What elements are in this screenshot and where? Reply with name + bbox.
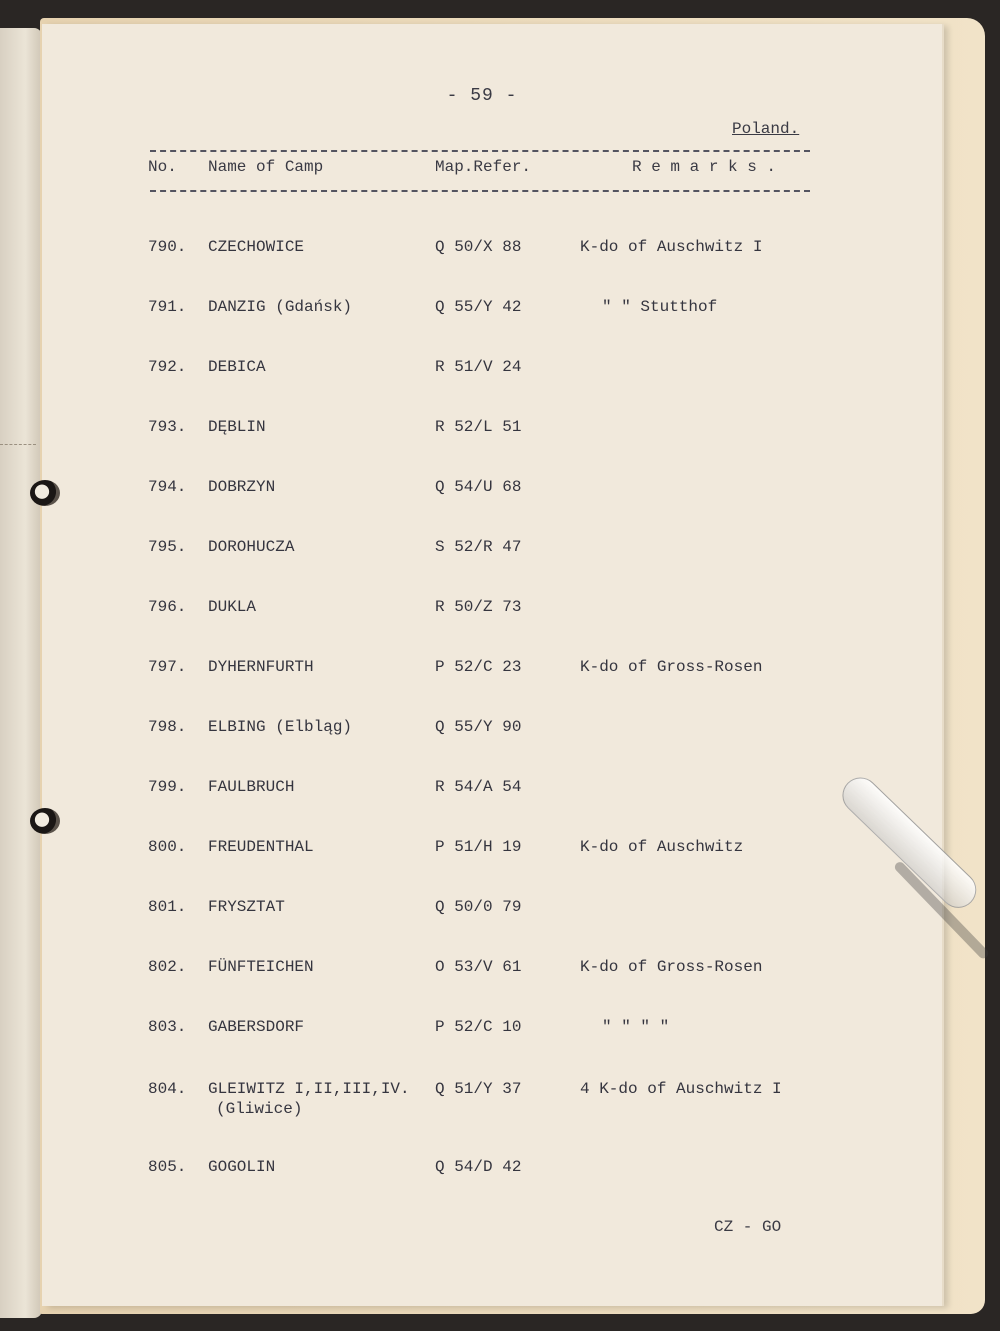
map-reference: Q 50/X 88 <box>435 238 522 256</box>
camp-name: DUKLA <box>208 598 257 616</box>
camp-name: FREUDENTHAL <box>208 838 314 856</box>
camp-name: DĘBLIN <box>208 418 266 436</box>
map-reference: Q 55/Y 42 <box>435 298 522 316</box>
table-row <box>42 838 942 878</box>
country-label: Poland. <box>732 120 800 138</box>
header-rule-top <box>150 150 810 152</box>
row-number: 792. <box>148 358 187 376</box>
map-reference: P 52/C 10 <box>435 1018 522 1036</box>
map-reference: Q 54/U 68 <box>435 478 522 496</box>
camp-name: DANZIG (Gdańsk) <box>208 298 353 316</box>
remarks: K-do of Gross-Rosen <box>580 658 763 676</box>
margin-mark <box>0 444 36 446</box>
row-number: 797. <box>148 658 187 676</box>
camp-name: DYHERNFURTH <box>208 658 314 676</box>
table-row <box>42 238 942 278</box>
row-number: 791. <box>148 298 187 316</box>
header-rule-bottom <box>150 190 810 192</box>
table-row <box>42 658 942 698</box>
camp-name: DOROHUCZA <box>208 538 295 556</box>
camp-name: FRYSZTAT <box>208 898 285 916</box>
document-page <box>42 24 942 1306</box>
footer-range: CZ - GO <box>714 1218 782 1236</box>
row-number: 795. <box>148 538 187 556</box>
page-number: - 59 - <box>446 86 518 106</box>
binder-ring-icon <box>30 808 60 834</box>
header-name: Name of Camp <box>208 158 324 176</box>
header-no: No. <box>148 158 177 176</box>
row-number: 802. <box>148 958 187 976</box>
table-row <box>42 718 942 758</box>
row-number: 793. <box>148 418 187 436</box>
adjacent-page <box>0 28 42 1318</box>
row-number: 794. <box>148 478 187 496</box>
map-reference: R 51/V 24 <box>435 358 522 376</box>
camp-name: DOBRZYN <box>208 478 276 496</box>
table-row <box>42 298 942 338</box>
camp-name: GLEIWITZ I,II,III,IV. <box>208 1080 410 1098</box>
table-row <box>42 358 942 398</box>
map-reference: R 54/A 54 <box>435 778 522 796</box>
camp-name: FAULBRUCH <box>208 778 295 796</box>
table-row <box>42 778 942 818</box>
row-number: 803. <box>148 1018 187 1036</box>
table-row <box>42 1158 942 1198</box>
row-number: 799. <box>148 778 187 796</box>
table-row <box>42 598 942 638</box>
camp-name: GABERSDORF <box>208 1018 305 1036</box>
row-number: 790. <box>148 238 187 256</box>
row-number: 798. <box>148 718 187 736</box>
table-row <box>42 538 942 578</box>
camp-name: GOGOLIN <box>208 1158 276 1176</box>
row-number: 804. <box>148 1080 187 1098</box>
table-row <box>42 478 942 518</box>
remarks: K-do of Auschwitz <box>580 838 744 856</box>
remarks: K-do of Gross-Rosen <box>580 958 763 976</box>
map-reference: P 52/C 23 <box>435 658 522 676</box>
map-reference: Q 54/D 42 <box>435 1158 522 1176</box>
table-row <box>42 958 942 998</box>
camp-name-polish: (Gliwice) <box>216 1100 303 1118</box>
map-reference: S 52/R 47 <box>435 538 522 556</box>
remarks: K-do of Auschwitz I <box>580 238 763 256</box>
table-row <box>42 898 942 938</box>
binder-ring-icon <box>30 480 60 506</box>
map-reference: R 52/L 51 <box>435 418 522 436</box>
map-reference: R 50/Z 73 <box>435 598 522 616</box>
row-number: 800. <box>148 838 187 856</box>
row-number: 805. <box>148 1158 187 1176</box>
camp-name: CZECHOWICE <box>208 238 305 256</box>
map-reference: Q 51/Y 37 <box>435 1080 522 1098</box>
remarks: " " " " <box>602 1018 670 1036</box>
map-reference: P 51/H 19 <box>435 838 522 856</box>
map-reference: Q 55/Y 90 <box>435 718 522 736</box>
row-number: 801. <box>148 898 187 916</box>
header-remarks: R e m a r k s . <box>632 158 777 176</box>
table-row <box>42 1080 942 1140</box>
header-map: Map.Refer. <box>435 158 532 176</box>
camp-name: DEBICA <box>208 358 266 376</box>
table-row <box>42 418 942 458</box>
camp-name: FÜNFTEICHEN <box>208 958 314 976</box>
map-reference: O 53/V 61 <box>435 958 522 976</box>
camp-name: ELBING (Elbląg) <box>208 718 353 736</box>
remarks: " " Stutthof <box>602 298 718 316</box>
remarks: 4 K-do of Auschwitz I <box>580 1080 782 1098</box>
map-reference: Q 50/0 79 <box>435 898 522 916</box>
table-row <box>42 1018 942 1058</box>
row-number: 796. <box>148 598 187 616</box>
